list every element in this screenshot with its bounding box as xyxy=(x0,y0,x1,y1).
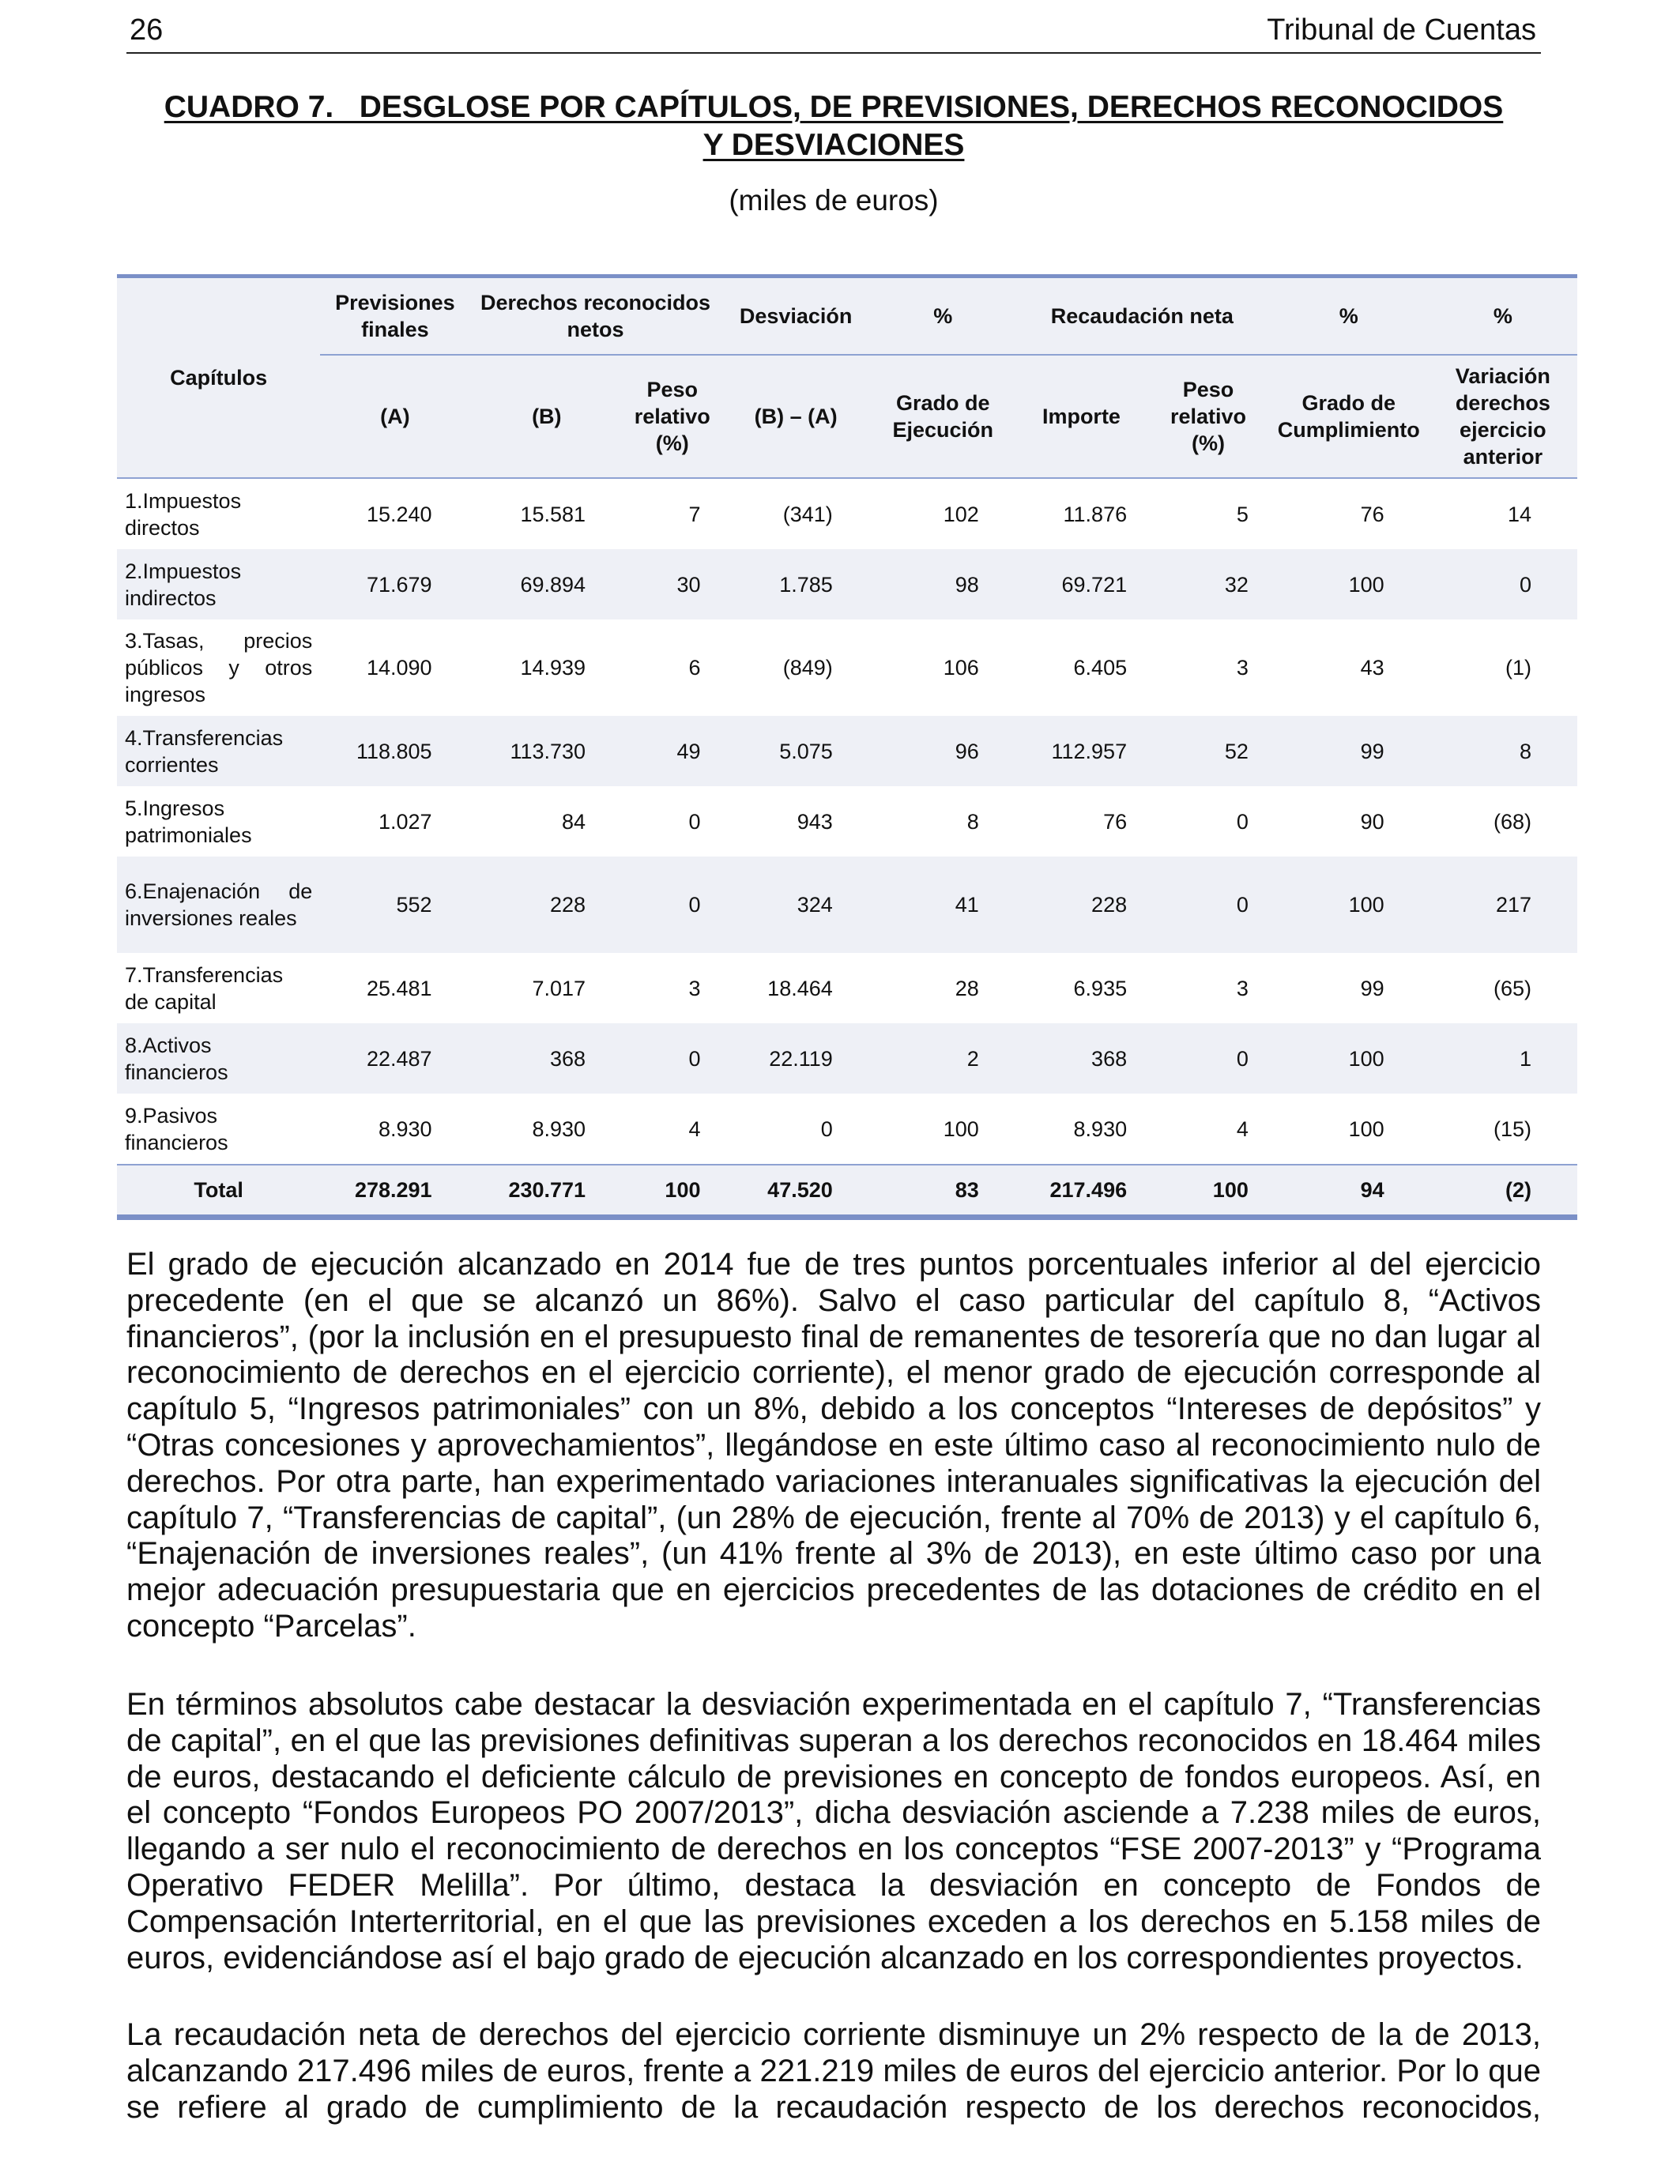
subcol-peso-relativo: Peso relativo (%) xyxy=(623,355,721,478)
row-label: 8.Activos financieros xyxy=(125,1033,228,1084)
cell-peso2: 0 xyxy=(1236,1046,1249,1071)
table-row xyxy=(117,786,1577,857)
cell-prev: 22.487 xyxy=(366,1046,432,1071)
col-desviacion: Desviación xyxy=(721,277,870,356)
total-label: Total xyxy=(117,1165,320,1218)
subcol-importe: Importe xyxy=(1015,355,1147,478)
cell-grado_cum: 100 xyxy=(1348,1116,1384,1141)
cell-desv: 1.785 xyxy=(779,572,833,597)
cell-peso: 6 xyxy=(688,656,701,680)
cell-der: 368 xyxy=(550,1046,586,1071)
page-number: 26 xyxy=(130,13,164,47)
paragraph-desviacion: En términos absolutos cabe destacar la desviación experimentada en el capítulo 7, “Transferencias de capital”, en el que las previsiones definitivas superan a los derechos reconocidos en 18.464 miles de euros, destacando el deficiente cálculo de previsiones en concepto de fondos europeos. Así, en el concepto “Fondos Europeos PO 2007/2013”, dicha desviación asciende a 7.238 miles de euros, llegando a ser nulo el reconocimiento de derechos en los conceptos “FSE 2007-2013” y “Programa Operativo FEDER Melilla”. Por último, destaca la desviación en concepto de Fondos de Compensación Interterritorial, en el que las previsiones exceden a los derechos en 5.158 miles de euros, evidenciándose así el bajo grado de ejecución alcanzado en los correspondientes proyectos. xyxy=(126,1687,1541,1975)
cell-grado_ej: 100 xyxy=(943,1116,979,1141)
row-label: 2.Impuestos indirectos xyxy=(125,559,242,610)
cell-desv: (849) xyxy=(782,656,833,680)
table-row xyxy=(117,857,1577,953)
table-row xyxy=(117,549,1577,619)
table-body xyxy=(117,478,1577,1218)
cell-peso: 49 xyxy=(676,739,701,763)
cell-variacion: (68) xyxy=(1493,809,1531,834)
cell-prev: 1.027 xyxy=(378,809,432,834)
cell-peso: 3 xyxy=(688,976,701,1000)
total-peso: 100 xyxy=(623,1165,721,1218)
cell-variacion: 1 xyxy=(1519,1046,1531,1071)
cell-peso2: 3 xyxy=(1236,656,1249,680)
cell-grado_ej: 98 xyxy=(955,572,979,597)
cell-variacion: (15) xyxy=(1493,1116,1531,1141)
cell-variacion: 0 xyxy=(1519,572,1531,597)
cell-grado_ej: 28 xyxy=(955,976,979,1000)
cell-variacion: (1) xyxy=(1505,656,1531,680)
row-label: 5.Ingresos patrimoniales xyxy=(125,796,252,847)
cell-grado_cum: 100 xyxy=(1348,572,1384,597)
paragraph-ejecucion: El grado de ejecución alcanzado en 2014 fue de tres puntos porcentuales inferior al del ejercicio precedente (en el que se alcanzó un 86%). Salvo el caso particular del capítulo 8, “Activos financieros”, (por la inclusión en el presupuesto final de remanentes de tesorería que no dan lugar al reconocimiento de derechos en el ejercicio corriente), el menor grado de ejecución corresponde al capítulo 5, “Ingresos patrimoniales” con un 8%, debido a los conceptos “Intereses de depósitos” y “Otras concesiones y aprovechamientos”, llegándose en este último caso al reconocimiento nulo de derechos. Por otra parte, han experimentado variaciones interanuales significativas la ejecución del capítulo 7, “Transferencias de capital”, (un 28% de ejecución, frente al 70% de 2013) y el capítulo 6, “Enajenación de inversiones reales”, (un 41% frente al 3% de 2013), en este último caso por una mejor adecuación presupuestaria que en ejercicios precedentes de las dotaciones de crédito en el concepto “Parcelas”. xyxy=(126,1247,1541,1644)
cell-peso2: 32 xyxy=(1224,572,1249,597)
cell-peso2: 0 xyxy=(1236,893,1249,917)
cell-peso2: 4 xyxy=(1236,1116,1249,1141)
cell-desv: 943 xyxy=(797,809,833,834)
page-header xyxy=(126,8,1541,54)
subcol-grado-cumplimiento: Grado de Cumplimiento xyxy=(1269,355,1429,478)
subcol-b-minus-a: (B) – (A) xyxy=(721,355,870,478)
cell-der: 14.939 xyxy=(520,656,586,680)
cell-desv: 18.464 xyxy=(767,976,833,1000)
total-variacion: (2) xyxy=(1429,1165,1577,1218)
cell-peso2: 5 xyxy=(1236,502,1249,526)
cell-grado_ej: 41 xyxy=(955,893,979,917)
cell-grado_ej: 102 xyxy=(943,502,979,526)
table-row xyxy=(117,716,1577,786)
cell-prev: 14.090 xyxy=(366,656,432,680)
total-grado-ejecucion: 83 xyxy=(871,1165,1015,1218)
subcol-grado-ejecucion: Grado de Ejecución xyxy=(871,355,1015,478)
cell-prev: 15.240 xyxy=(366,502,432,526)
cell-peso2: 0 xyxy=(1236,809,1249,834)
total-peso-recaudacion: 100 xyxy=(1147,1165,1269,1218)
cell-desv: 324 xyxy=(797,893,833,917)
cell-prev: 118.805 xyxy=(356,739,432,763)
col-previsiones: Previsiones finales xyxy=(320,277,469,356)
cell-desv: (341) xyxy=(782,502,833,526)
cell-importe: 8.930 xyxy=(1073,1116,1128,1141)
cell-importe: 6.935 xyxy=(1073,976,1128,1000)
cell-variacion: 217 xyxy=(1495,893,1531,917)
cell-der: 15.581 xyxy=(520,502,586,526)
paragraph-recaudacion: La recaudación neta de derechos del ejercicio corriente disminuye un 2% respecto de la de 2013, alcanzando 217.496 miles de euros, frente a 221.219 miles de euros del ejercicio anterior. Por lo que se refiere al grado de cumplimiento de la recaudación respecto de los derechos reconocidos, xyxy=(126,2017,1541,2125)
cell-prev: 552 xyxy=(396,893,432,917)
cell-desv: 22.119 xyxy=(769,1046,833,1071)
table-title xyxy=(126,88,1541,164)
cell-variacion: 8 xyxy=(1519,739,1531,763)
row-label: 7.Transferencias de capital xyxy=(125,962,284,1014)
row-label: 3.Tasas, precios públicos y otros ingresos xyxy=(125,629,313,706)
cell-grado_cum: 76 xyxy=(1360,502,1384,526)
row-label: 4.Transferencias corrientes xyxy=(125,725,284,777)
cell-der: 7.017 xyxy=(532,976,586,1000)
cell-peso2: 3 xyxy=(1236,976,1249,1000)
cell-peso: 0 xyxy=(688,893,701,917)
table-row xyxy=(117,619,1577,716)
subcol-peso-relativo-recaudacion: Peso relativo (%) xyxy=(1147,355,1269,478)
cell-grado_ej: 106 xyxy=(943,656,979,680)
total-previsiones: 278.291 xyxy=(320,1165,469,1218)
cell-grado_cum: 99 xyxy=(1360,739,1384,763)
cell-importe: 228 xyxy=(1091,893,1128,917)
table-row xyxy=(117,1023,1577,1094)
cell-peso: 7 xyxy=(688,502,701,526)
subcol-a: (A) xyxy=(320,355,469,478)
subcol-b: (B) xyxy=(470,355,624,478)
cell-importe: 76 xyxy=(1103,809,1128,834)
table-total-row xyxy=(117,1165,1577,1218)
cell-der: 113.730 xyxy=(510,739,586,763)
cell-grado_cum: 100 xyxy=(1348,1046,1384,1071)
table-units: (miles de euros) xyxy=(729,184,939,217)
total-desviacion: 47.520 xyxy=(721,1165,870,1218)
cell-desv: 5.075 xyxy=(779,739,833,763)
cell-importe: 11.876 xyxy=(1063,502,1128,526)
organization-name: Tribunal de Cuentas xyxy=(1267,13,1536,47)
cell-der: 69.894 xyxy=(520,572,586,597)
cell-grado_ej: 2 xyxy=(966,1046,979,1071)
col-capitulos: Capítulos xyxy=(117,277,320,479)
cell-grado_cum: 99 xyxy=(1360,976,1384,1000)
table-title-line1: CUADRO 7. DESGLOSE POR CAPÍTULOS, DE PREVISIONES, DERECHOS RECONOCIDOS xyxy=(164,90,1504,124)
cell-der: 84 xyxy=(562,809,586,834)
cell-der: 228 xyxy=(550,893,586,917)
col-pct-ejecucion: % xyxy=(871,277,1015,356)
cell-der: 8.930 xyxy=(532,1116,586,1141)
row-label: 1.Impuestos directos xyxy=(125,488,242,540)
table-title-line2: Y DESVIACIONES xyxy=(703,128,965,162)
col-pct-variacion: % xyxy=(1429,277,1577,356)
cell-peso: 4 xyxy=(688,1116,701,1141)
cell-importe: 6.405 xyxy=(1073,656,1128,680)
cell-importe: 69.721 xyxy=(1061,572,1128,597)
cell-grado_ej: 8 xyxy=(966,809,979,834)
cell-grado_ej: 96 xyxy=(955,739,979,763)
cell-peso2: 52 xyxy=(1224,739,1249,763)
cell-grado_cum: 90 xyxy=(1360,809,1384,834)
cell-importe: 112.957 xyxy=(1051,739,1128,763)
col-recaudacion: Recaudación neta xyxy=(1015,277,1269,356)
cell-desv: 0 xyxy=(820,1116,833,1141)
cell-peso: 30 xyxy=(676,572,701,597)
total-importe: 217.496 xyxy=(1015,1165,1147,1218)
header-row-1 xyxy=(117,277,1577,356)
cell-grado_cum: 100 xyxy=(1348,893,1384,917)
cell-peso: 0 xyxy=(688,809,701,834)
header-row-2 xyxy=(117,355,1577,478)
col-derechos: Derechos reconocidos netos xyxy=(470,277,721,356)
cell-variacion: (65) xyxy=(1493,976,1531,1000)
cell-prev: 71.679 xyxy=(366,572,432,597)
cell-variacion: 14 xyxy=(1507,502,1531,526)
cell-peso: 0 xyxy=(688,1046,701,1071)
table-row xyxy=(117,478,1577,549)
budget-breakdown-table xyxy=(117,274,1577,1220)
total-derechos: 230.771 xyxy=(470,1165,624,1218)
total-grado-cumplimiento: 94 xyxy=(1269,1165,1429,1218)
cell-prev: 25.481 xyxy=(366,976,432,1000)
table-row xyxy=(117,1094,1577,1165)
subcol-variacion: Variación derechos ejercicio anterior xyxy=(1429,355,1577,478)
cell-grado_cum: 43 xyxy=(1360,656,1384,680)
row-label: 9.Pasivos financieros xyxy=(125,1103,228,1154)
col-pct-cumplimiento: % xyxy=(1269,277,1429,356)
table-row xyxy=(117,953,1577,1023)
row-label: 6.Enajenación de inversiones reales xyxy=(125,879,313,930)
cell-importe: 368 xyxy=(1091,1046,1128,1071)
cell-prev: 8.930 xyxy=(378,1116,432,1141)
